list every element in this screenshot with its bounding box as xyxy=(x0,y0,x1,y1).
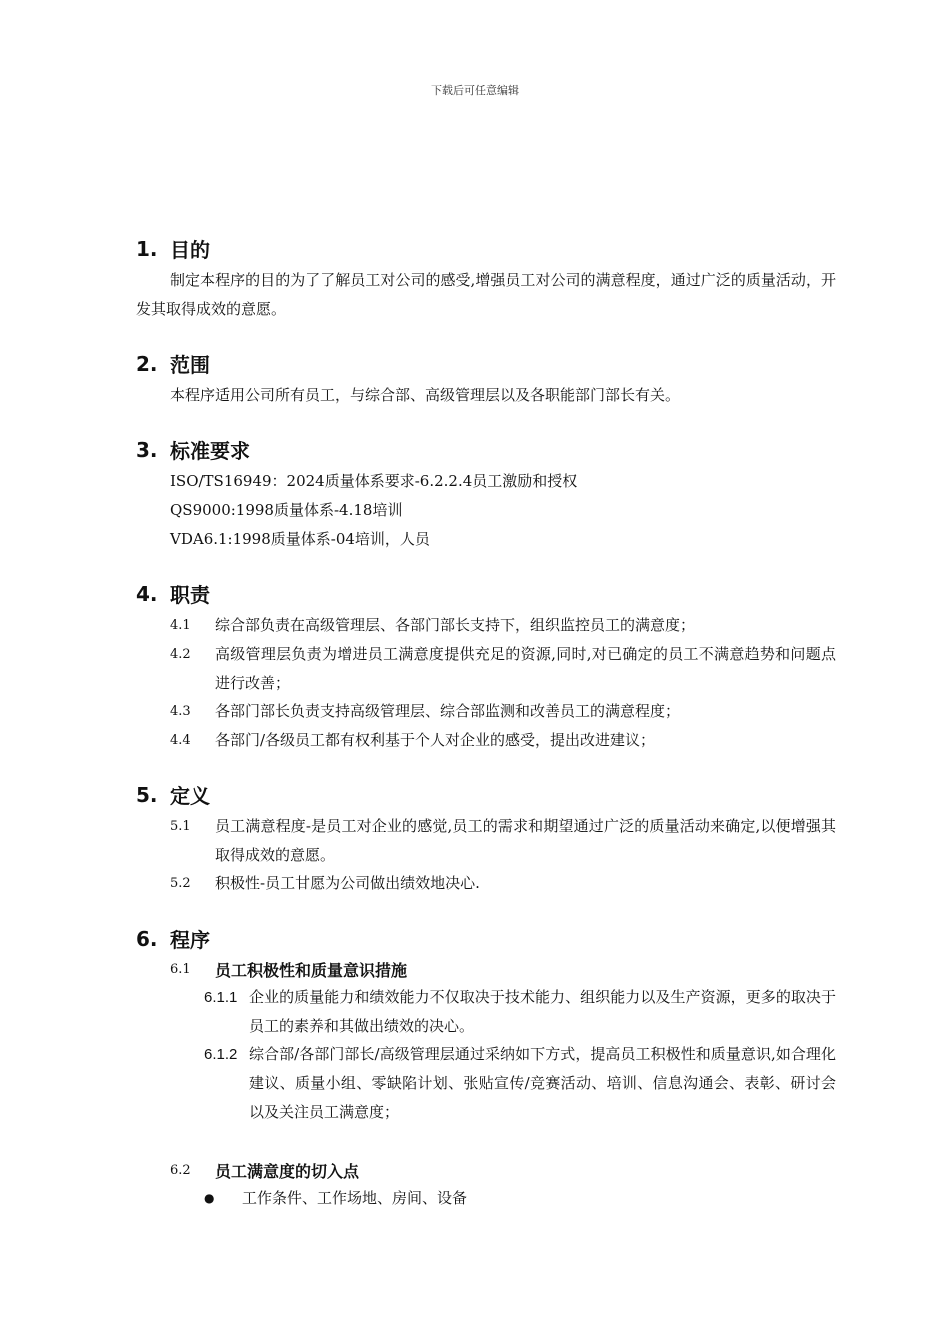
item-number: 4.4 xyxy=(170,733,191,748)
item-number: 4.3 xyxy=(170,704,191,719)
section-title: 目的 xyxy=(170,238,210,262)
procedure-item xyxy=(204,983,836,1041)
section-title: 标准要求 xyxy=(170,439,250,463)
subsection-title: 员工积极性和质量意识措施 xyxy=(215,961,408,980)
item-text: 各部门部长负责支持高级管理层、综合部监测和改善员工的满意程度； xyxy=(215,702,681,720)
section-heading-scope xyxy=(136,349,210,378)
item-text: 高级管理层负责为增进员工满意度提供充足的资源,同时,对已确定的员工不满意趋势和问题点进行改善； xyxy=(215,645,836,692)
bullet-dot-icon: ● xyxy=(204,1190,215,1205)
item-text: 各部门/各级员工都有权利基于个人对企业的感受，提出改进建议； xyxy=(215,731,656,749)
section-number: 4. xyxy=(136,581,158,606)
section-number: 5. xyxy=(136,782,158,807)
section-title: 范围 xyxy=(170,353,210,377)
bullet-text: 工作条件、工作场地、房间、设备 xyxy=(242,1189,468,1207)
bullet-item xyxy=(204,1187,467,1208)
definition-item xyxy=(170,869,836,898)
section-heading-definitions xyxy=(136,780,210,809)
standard-line: QS9000:1998质量体系-4.18培训 xyxy=(170,501,403,519)
item-number: 4.2 xyxy=(170,647,191,662)
duty-item xyxy=(170,697,836,726)
item-text: 企业的质量能力和绩效能力不仅取决于技术能力、组织能力以及生产资源，更多的取决于员工的素养和其做出绩效的决心。 xyxy=(249,988,836,1035)
standard-line: ISO/TS16949：2024质量体系要求-6.2.2.4员工激励和授权 xyxy=(170,472,578,490)
purpose-paragraph: 制定本程序的目的为了了解员工对公司的感受,增强员工对公司的满意程度，通过广泛的质量活动，开发其取得成效的意愿。 xyxy=(136,271,836,318)
item-text: 员工满意程度-是员工对企业的感觉,员工的需求和期望通过广泛的质量活动来确定,以便增强其取得成效的意愿。 xyxy=(215,817,836,864)
section-number: 6. xyxy=(136,926,158,951)
definition-item xyxy=(170,812,836,870)
item-text: 综合部/各部门部长/高级管理层通过采纳如下方式，提高员工积极性和质量意识,如合理化建议、质量小组、零缺陷计划、张贴宣传/竞赛活动、培训、信息沟通会、表彰、研讨会以及关注员工满意度； xyxy=(249,1045,836,1121)
section-title: 程序 xyxy=(170,928,210,952)
section-title: 职责 xyxy=(170,583,210,607)
subsection-title: 员工满意度的切入点 xyxy=(215,1162,360,1181)
duty-item xyxy=(170,611,836,640)
page-header: 下载后可任意编辑 xyxy=(431,84,519,97)
section-number: 2. xyxy=(136,351,158,376)
subsection-heading xyxy=(170,1159,359,1182)
section-heading-standards xyxy=(136,435,250,464)
section-title: 定义 xyxy=(170,784,210,808)
subsection-number: 6.2 xyxy=(170,1163,191,1178)
item-text: 积极性-员工甘愿为公司做出绩效地决心. xyxy=(215,874,480,892)
subsection-number: 6.1 xyxy=(170,962,191,977)
duty-item xyxy=(170,726,836,755)
section-number: 3. xyxy=(136,437,158,462)
section-heading-procedure xyxy=(136,924,210,953)
item-text: 综合部负责在高级管理层、各部门部长支持下，组织监控员工的满意度； xyxy=(215,616,696,634)
standard-line: VDA6.1:1998质量体系-04培训，人员 xyxy=(170,530,430,548)
procedure-item xyxy=(204,1040,836,1127)
section-number: 1. xyxy=(136,236,158,261)
subsection-heading xyxy=(170,958,407,981)
item-number: 5.1 xyxy=(170,819,191,834)
section-heading-purpose xyxy=(136,234,210,263)
item-number: 6.1.1 xyxy=(204,989,238,1006)
scope-paragraph: 本程序适用公司所有员工，与综合部、高级管理层以及各职能部门部长有关。 xyxy=(170,386,681,404)
item-number: 6.1.2 xyxy=(204,1046,238,1063)
item-number: 5.2 xyxy=(170,876,191,891)
section-heading-duties xyxy=(136,579,210,608)
duty-item xyxy=(170,640,836,698)
item-number: 4.1 xyxy=(170,618,191,633)
